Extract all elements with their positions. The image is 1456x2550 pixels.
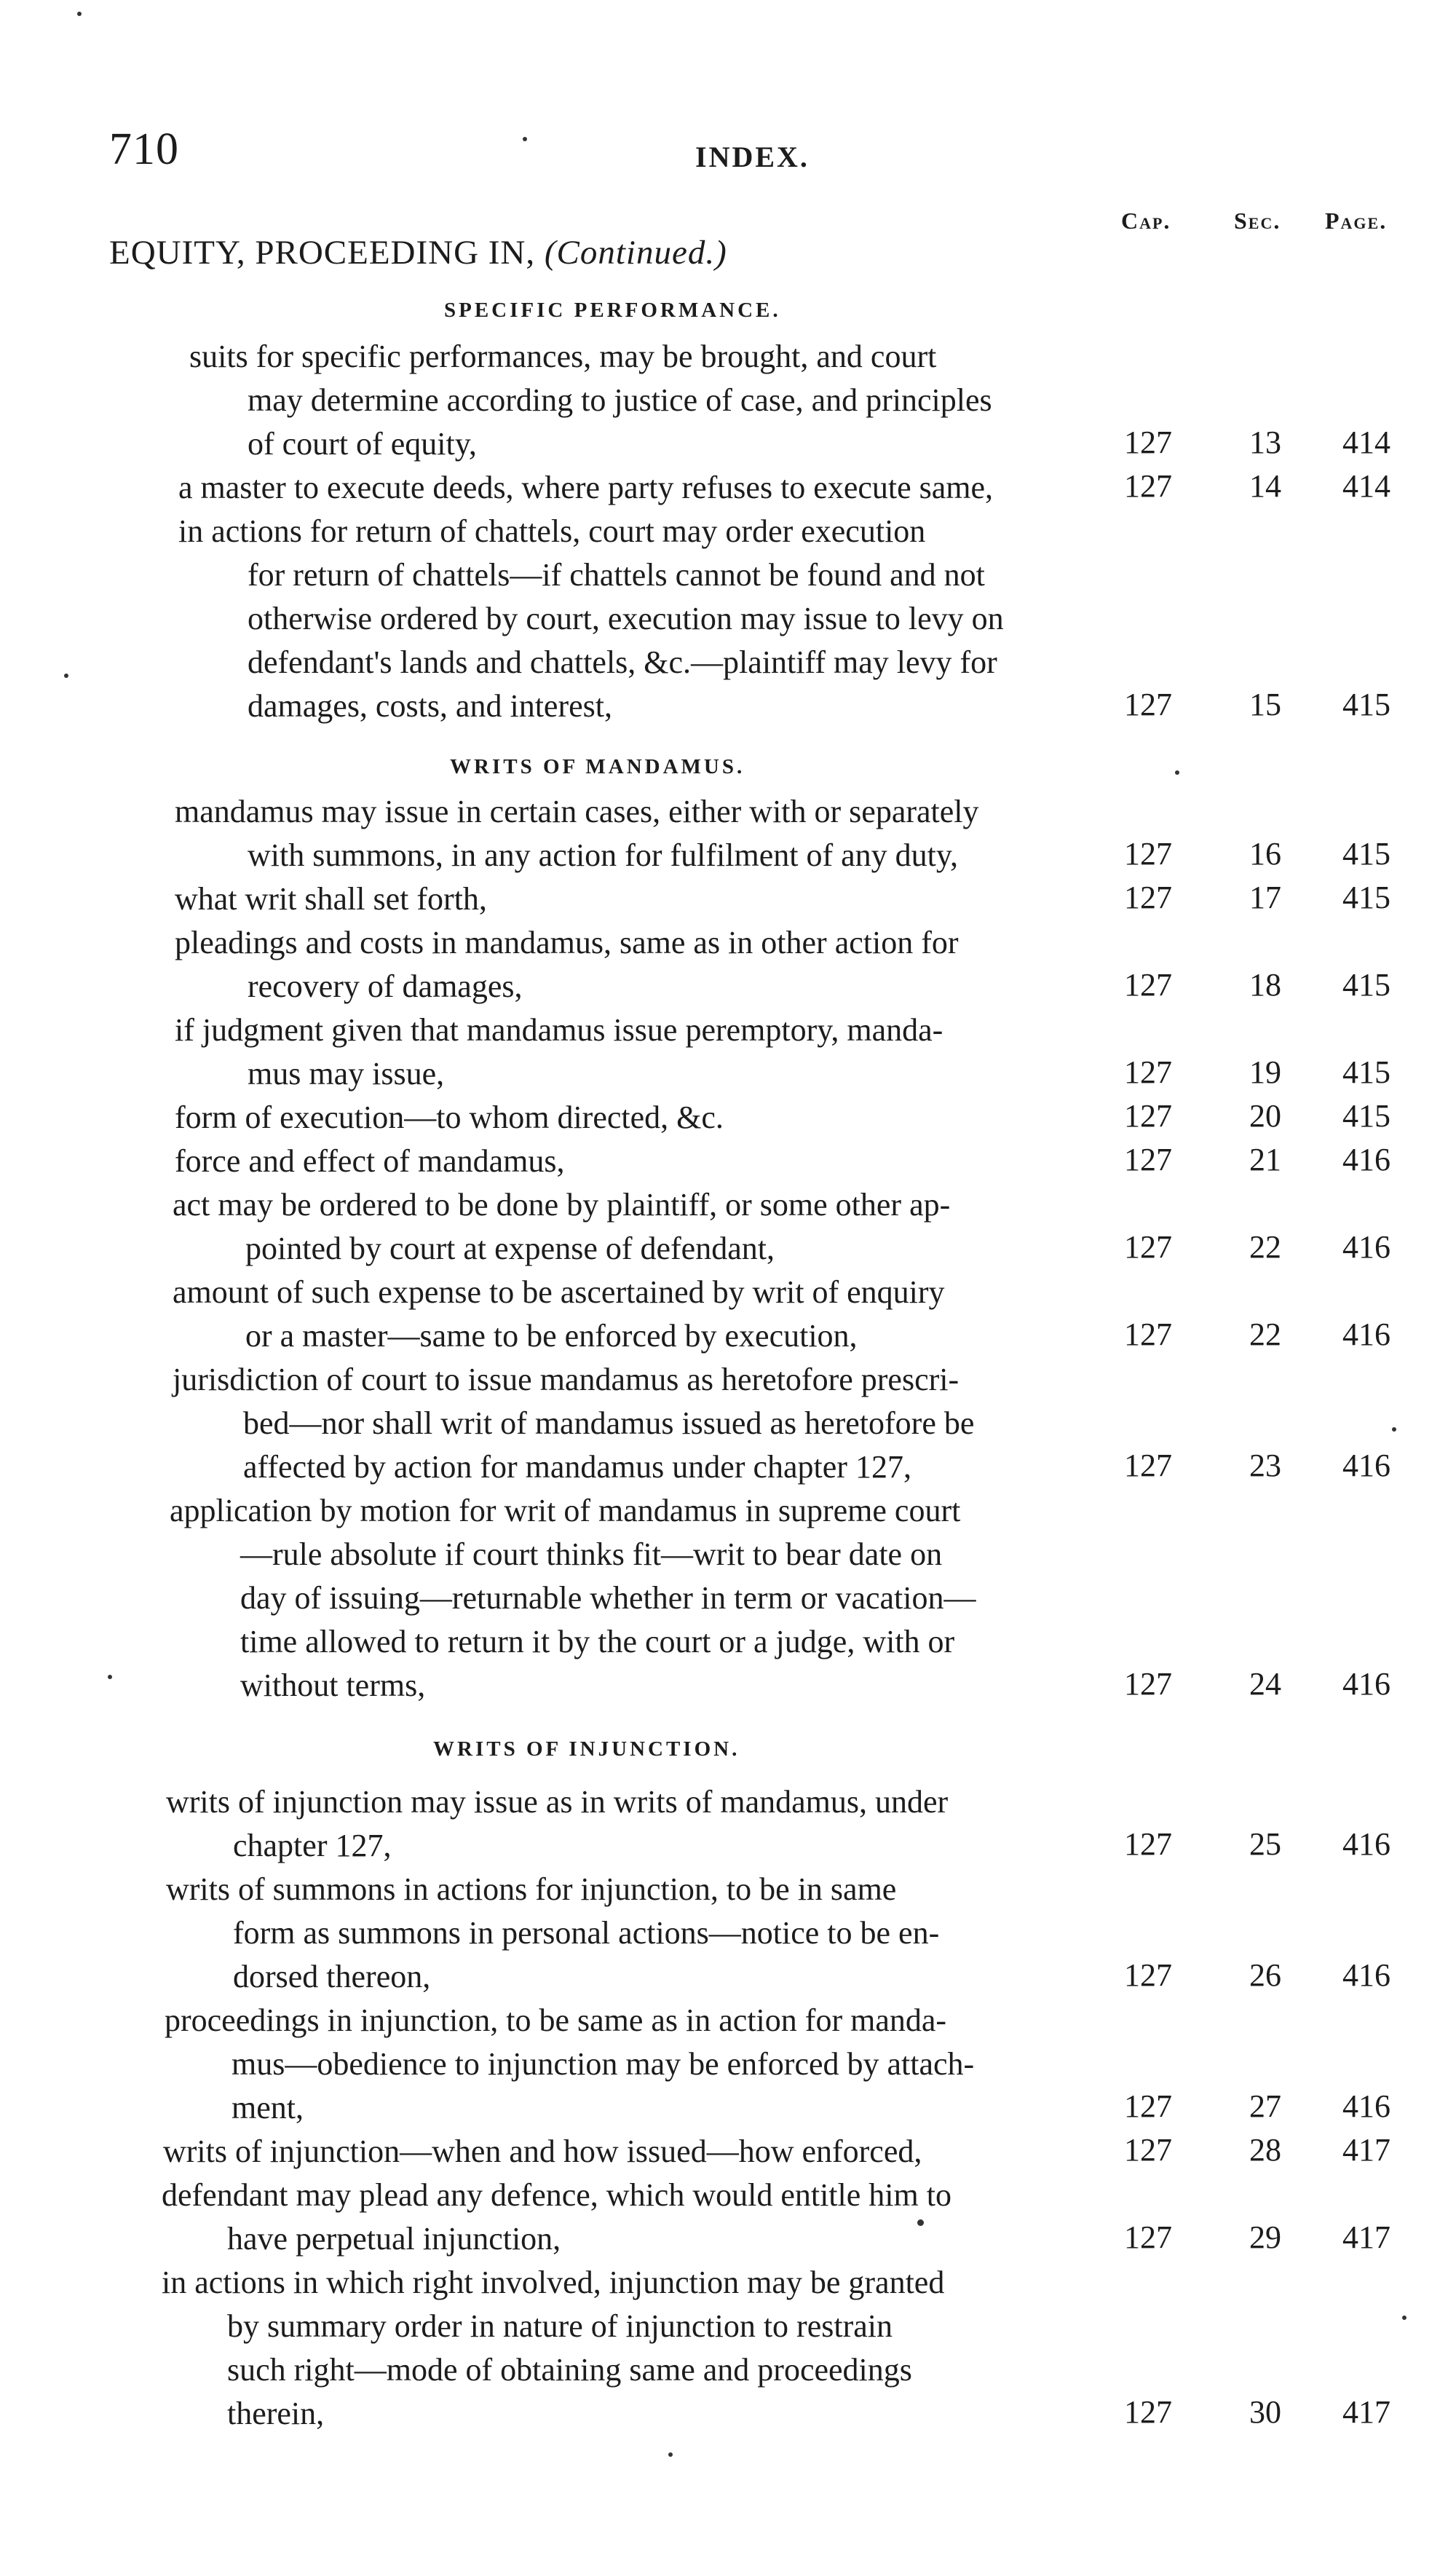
entry-line: such right—mode of obtaining same and proceedings [227,2352,912,2388]
entry-line: jurisdiction of court to issue mandamus as heretofore prescri- [173,1362,960,1397]
page-number: 710 [109,125,179,174]
entry-line: without terms, [240,1667,426,1703]
entry-line: time allowed to return it by the court or a judge, with or [240,1624,955,1659]
entry-sec-number: 17 [1249,880,1281,915]
subhead-specific-performance: SPECIFIC PERFORMANCE. [444,299,781,322]
entry-cap-number: 127 [1124,1826,1172,1862]
entry-sec-number: 27 [1249,2088,1281,2124]
entry-sec-number: 22 [1249,1317,1281,1352]
ink-speck [523,137,527,141]
entry-sec-number: 19 [1249,1054,1281,1090]
entry-sec-number: 14 [1249,468,1281,504]
entry-line: mandamus may issue in certain cases, either with or separately [175,794,979,829]
entry-sec-number: 29 [1249,2219,1281,2255]
entry-line: in actions for return of chattels, court may order execution [178,513,926,549]
section-continued: (Continued.) [544,234,727,272]
entry-sec-number: 16 [1249,836,1281,872]
entry-cap-number: 127 [1124,425,1172,460]
entry-line: pleadings and costs in mandamus, same as in other action for [175,925,959,960]
entry-page-number: 415 [1342,967,1390,1003]
ink-speck [668,2452,673,2457]
column-header-cap: Cap. [1121,208,1171,234]
ink-speck [108,1675,112,1679]
entry-line: if judgment given that mandamus issue peremptory, manda- [175,1012,943,1048]
entry-page-number: 416 [1342,1142,1390,1177]
subhead-writs-of-mandamus: WRITS OF MANDAMUS. [450,755,745,778]
entry-cap-number: 127 [1124,1054,1172,1090]
entry-sec-number: 22 [1249,1229,1281,1265]
entry-line: day of issuing—returnable whether in term or vacation— [240,1580,976,1616]
entry-line: recovery of damages, [248,968,523,1004]
entry-page-number: 415 [1342,687,1390,722]
column-header-page: Page. [1325,208,1388,234]
entry-page-number: 414 [1342,468,1390,504]
entry-line: defendant may plead any defence, which would entitle him to [162,2177,951,2213]
entry-line: —rule absolute if court thinks fit—writ to bear date on [240,1536,943,1572]
ink-speck [1392,1427,1396,1432]
entry-cap-number: 127 [1124,836,1172,872]
entry-line: amount of such expense to be ascertained by writ of enquiry [173,1274,945,1310]
entry-cap-number: 127 [1124,2132,1172,2168]
entry-line: affected by action for mandamus under chapter 127, [243,1449,911,1485]
ink-speck [1175,770,1179,775]
entry-page-number: 416 [1342,1229,1390,1265]
entry-line: ment, [232,2090,304,2125]
entry-cap-number: 127 [1124,468,1172,504]
entry-page-number: 416 [1342,1317,1390,1352]
entry-line: in actions in which right involved, injunction may be granted [162,2265,945,2300]
entry-cap-number: 127 [1124,1317,1172,1352]
entry-line: therein, [227,2396,325,2431]
entry-line: writs of summons in actions for injunction, to be in same [166,1871,897,1907]
entry-cap-number: 127 [1124,2219,1172,2255]
entry-line: or a master—same to be enforced by execution, [245,1318,858,1354]
entry-line: writs of injunction—when and how issued—how enforced, [163,2133,922,2169]
entry-page-number: 416 [1342,1957,1390,1993]
entry-line: form as summons in personal actions—notice to be en- [233,1915,940,1951]
column-header-sec: Sec. [1234,208,1281,234]
entry-line: have perpetual injunction, [227,2221,561,2257]
entry-page-number: 417 [1342,2394,1390,2430]
entry-line: what writ shall set forth, [175,881,487,917]
entry-cap-number: 127 [1124,880,1172,915]
entry-page-number: 415 [1342,1054,1390,1090]
entry-line: chapter 127, [233,1828,392,1863]
entry-cap-number: 127 [1124,967,1172,1003]
entry-line: form of execution—to whom directed, &c. [175,1100,724,1135]
entry-sec-number: 21 [1249,1142,1281,1177]
ink-speck [77,12,82,16]
entry-sec-number: 23 [1249,1448,1281,1483]
entry-line: defendant's lands and chattels, &c.—plaintiff may levy for [248,644,997,680]
entry-cap-number: 127 [1124,1229,1172,1265]
entry-page-number: 416 [1342,1826,1390,1862]
entry-sec-number: 24 [1249,1666,1281,1702]
entry-page-number: 415 [1342,836,1390,872]
entry-line: act may be ordered to be done by plaintiff, or some other ap- [173,1187,951,1223]
entry-page-number: 415 [1342,880,1390,915]
entry-page-number: 417 [1342,2219,1390,2255]
subhead-writs-of-injunction: WRITS OF INJUNCTION. [433,1737,740,1761]
entry-cap-number: 127 [1124,2088,1172,2124]
entry-line: pointed by court at expense of defendant, [245,1231,775,1266]
entry-cap-number: 127 [1124,687,1172,722]
entry-line: mus—obedience to injunction may be enforced by attach- [232,2046,975,2082]
entry-cap-number: 127 [1124,1957,1172,1993]
section-title-text: EQUITY, PROCEEDING IN, [109,234,536,272]
entry-cap-number: 127 [1124,1448,1172,1483]
entry-line: application by motion for writ of mandamus in supreme court [170,1493,961,1528]
entry-cap-number: 127 [1124,2394,1172,2430]
entry-line: bed—nor shall writ of mandamus issued as heretofore be [243,1405,975,1441]
entry-sec-number: 13 [1249,425,1281,460]
entry-line: mus may issue, [248,1056,445,1092]
entry-line: by summary order in nature of injunction to restrain [227,2308,893,2344]
entry-sec-number: 25 [1249,1826,1281,1862]
entry-page-number: 416 [1342,1666,1390,1702]
section-title [109,233,727,272]
entry-line: damages, costs, and interest, [248,688,612,724]
running-head: INDEX. [695,141,810,173]
entry-page-number: 416 [1342,2088,1390,2124]
entry-sec-number: 20 [1249,1098,1281,1134]
entry-cap-number: 127 [1124,1098,1172,1134]
entry-line: a master to execute deeds, where party refuses to execute same, [178,470,994,505]
entry-line: dorsed thereon, [233,1959,431,1994]
entry-cap-number: 127 [1124,1142,1172,1177]
ink-speck [1402,2316,1406,2320]
entry-page-number: 417 [1342,2132,1390,2168]
entry-page-number: 415 [1342,1098,1390,1134]
entry-line: for return of chattels—if chattels cannot be found and not [248,557,985,593]
entry-sec-number: 30 [1249,2394,1281,2430]
entry-line: may determine according to justice of case, and principles [248,382,992,418]
entry-line: force and effect of mandamus, [175,1143,565,1179]
ink-speck [64,674,68,678]
entry-sec-number: 18 [1249,967,1281,1003]
entry-sec-number: 28 [1249,2132,1281,2168]
entry-cap-number: 127 [1124,1666,1172,1702]
entry-line: proceedings in injunction, to be same as in action for manda- [165,2002,947,2038]
entry-line: otherwise ordered by court, execution may issue to levy on [248,601,1004,636]
entry-line: of court of equity, [248,426,477,462]
entry-line: with summons, in any action for fulfilment of any duty, [248,837,958,873]
ink-speck [917,2219,924,2226]
entry-sec-number: 26 [1249,1957,1281,1993]
entry-page-number: 414 [1342,425,1390,460]
entry-page-number: 416 [1342,1448,1390,1483]
entry-line: writs of injunction may issue as in writs of mandamus, under [166,1784,949,1820]
entry-line: suits for specific performances, may be brought, and court [189,339,937,374]
entry-sec-number: 15 [1249,687,1281,722]
